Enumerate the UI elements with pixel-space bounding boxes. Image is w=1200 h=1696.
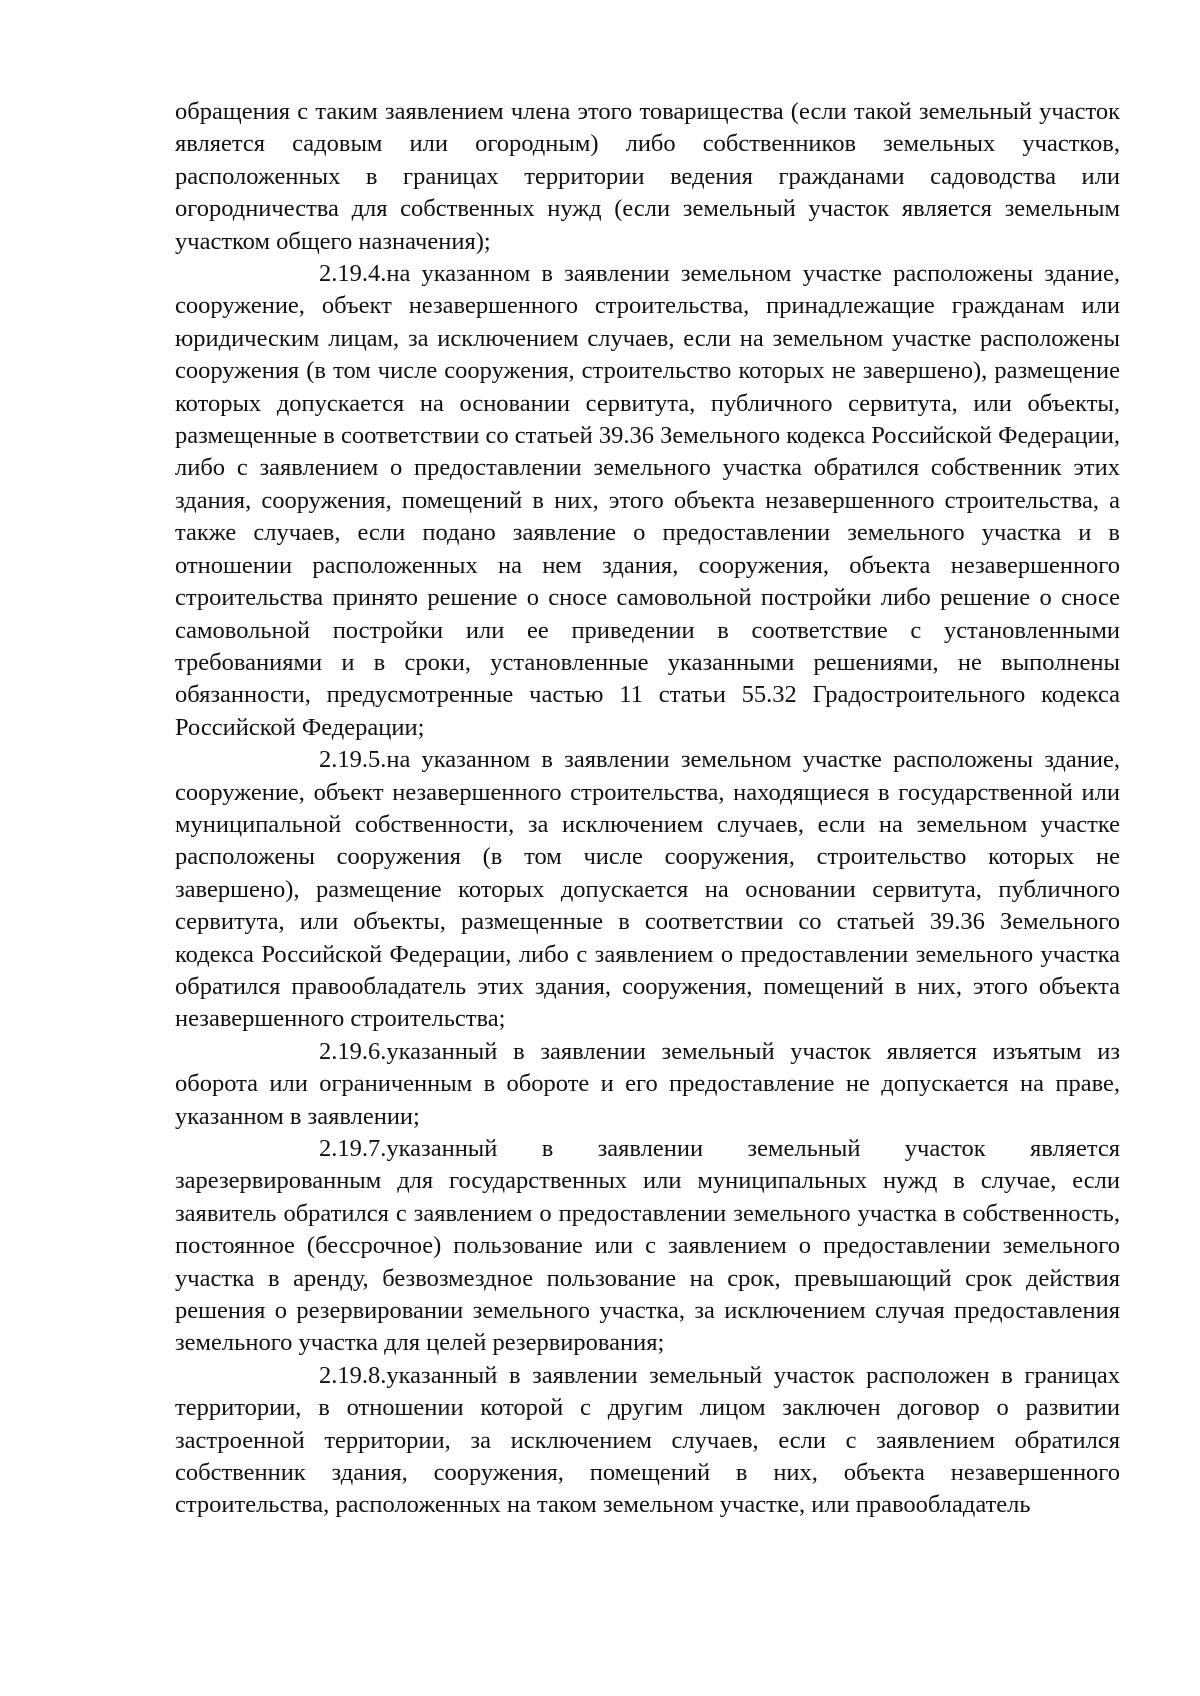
paragraph-2-19-7	[175, 1133, 1120, 1360]
paragraph-text: указанный в заявлении земельный участок является изъятым из оборота или ограниченным в обороте и его предоставление не допускается на праве, указанном в заявлении;	[175, 1037, 1120, 1130]
paragraph-text: указанный в заявлении земельный участок является зарезервированным для государственных или муниципальных нужд в случае, если заявитель обратился с заявлением о предоставлении земельного участка в собственность, постоянное (бессрочное) пользование или с заявлением о предоставлении земельного участка в аренду, безвозмездное пользование на срок, превышающий срок действия решения о резервировании земельного участка, за исключением случая предоставления земельного участка для целей резервирования;	[175, 1135, 1120, 1357]
paragraph-continuation	[175, 96, 1120, 258]
paragraph-2-19-6	[175, 1036, 1120, 1133]
paragraph-text: на указанном в заявлении земельном участке расположены здание, сооружение, объект незавершенного строительства, находящиеся в государственной или муниципальной собственности, за исключением случаев, если на земельном участке расположены сооружения (в том числе сооружения, строительство которых не завершено), размещение которых допускается на основании сервитута, публичного сервитута, или объекты, размещенные в соответствии со статьей 39.36 Земельного кодекса Российской Федерации, либо с заявлением о предоставлении земельного участка обратился правообладатель этих здания, сооружения, помещений в них, этого объекта незавершенного строительства;	[175, 746, 1120, 1033]
paragraph-2-19-4	[175, 258, 1120, 744]
paragraph-number: 2.19.4.	[319, 260, 387, 288]
paragraph-text: обращения с таким заявлением члена этого товарищества (если такой земельный участок является садовым или огородным) либо собственников земельных участков, расположенных в границах территории ведения гражданами садоводства или огородничества для собственных нужд (если земельный участок является земельным участком общего назначения);	[175, 98, 1120, 255]
paragraph-2-19-8	[175, 1360, 1120, 1522]
paragraph-number: 2.19.7.	[319, 1135, 387, 1162]
paragraph-text: указанный в заявлении земельный участок расположен в границах территории, в отношении которой с другим лицом заключен договор о развитии застроенной территории, за исключением случаев, если с заявлением обратился собственник здания, сооружения, помещений в них, объекта незавершенного строительства, расположенных на таком земельном участке, или правообладатель	[175, 1361, 1120, 1519]
paragraph-number: 2.19.6.	[319, 1037, 387, 1065]
paragraph-2-19-5	[175, 744, 1120, 1036]
paragraph-number: 2.19.8.	[319, 1361, 387, 1389]
document-page	[175, 96, 1120, 1522]
paragraph-text: на указанном в заявлении земельном участке расположены здание, сооружение, объект незавершенного строительства, принадлежащие гражданам или юридическим лицам, за исключением случаев, если на земельном участке расположены сооружения (в том числе сооружения, строительство которых не завершено), размещение которых допускается на основании сервитута, публичного сервитута, или объекты, размещенные в соответствии со статьей 39.36 Земельного кодекса Российской Федерации, либо с заявлением о предоставлении земельного участка обратился собственник этих здания, сооружения, помещений в них, этого объекта незавершенного строительства, а также случаев, если подано заявление о предоставлении земельного участка и в отношении расположенных на нем здания, сооружения, объекта незавершенного строительства принято решение о сносе самовольной постройки либо решение о сносе самовольной постройки или ее приведении в соответствие с установленными требованиями и в сроки, установленные указанными решениями, не выполнены обязанности, предусмотренные частью 11 статьи 55.32 Градостроительного кодекса Российской Федерации;	[175, 260, 1120, 741]
paragraph-number: 2.19.5.	[319, 746, 387, 774]
